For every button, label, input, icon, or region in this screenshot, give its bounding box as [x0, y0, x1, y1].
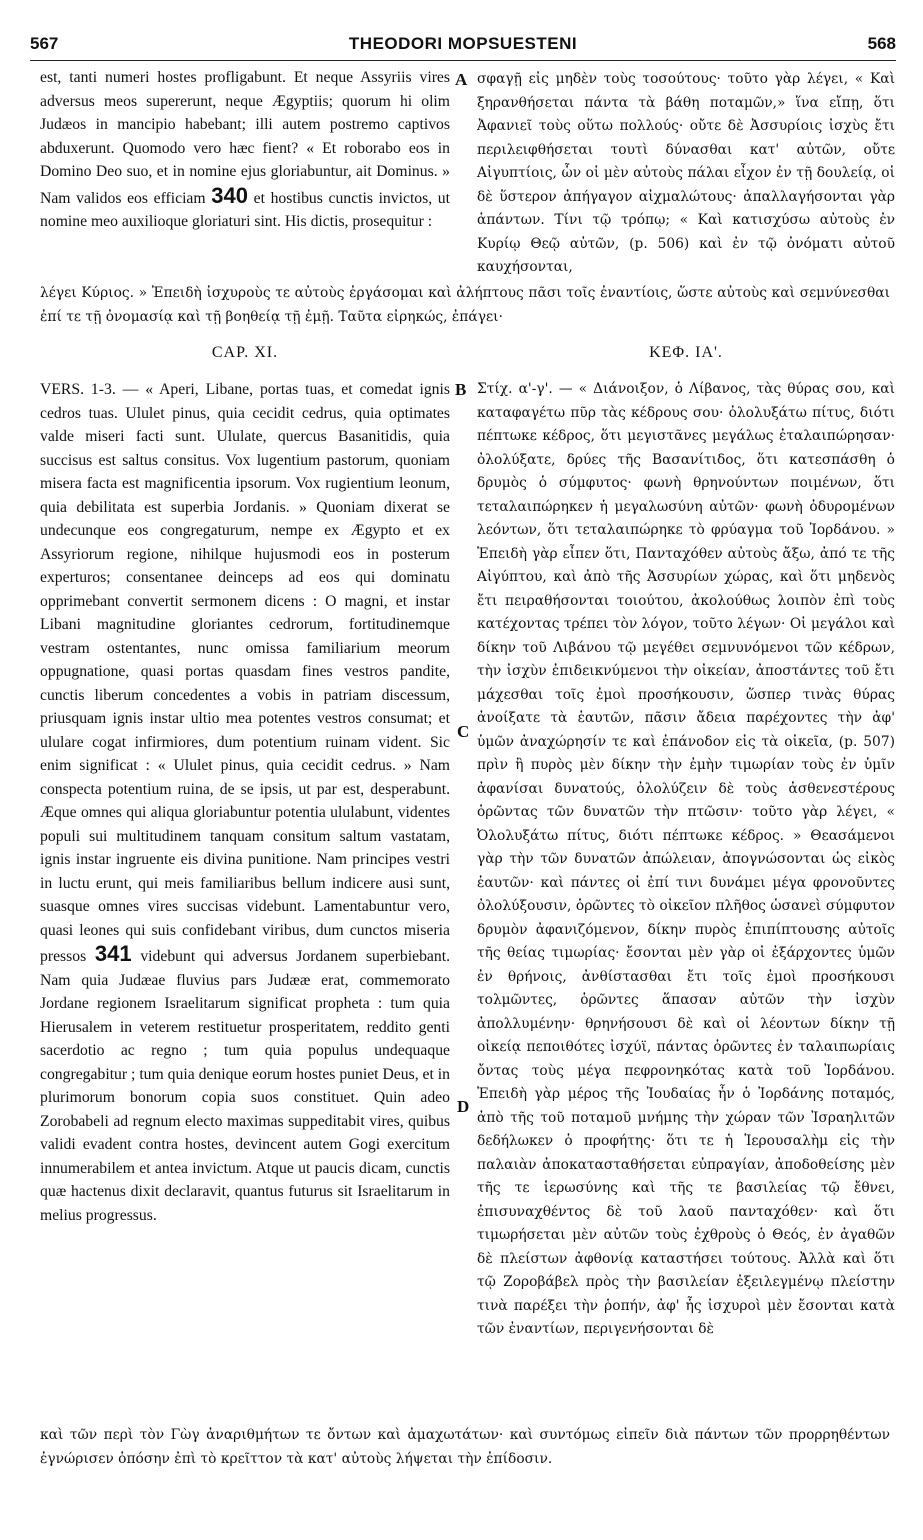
latin-paragraph-top — [40, 66, 450, 234]
chapter-heading-latin: CAP. XI. — [211, 344, 279, 361]
greek-paragraph-top: σφαγῇ εἰς μηδὲν τοὺς τοσούτους· τοῦτο γὰρ λέγει, « Καὶ ξηρανθήσεται πάντα τὰ βάθη ποταμῶν,» ἵνα εἴπῃ, ὅτι Ἀφανιεῖ τοὺς οὕτω πολλούς· οὔτε δὲ Ἀσσυρίοις ἰσχὺς ἔτι περιλειφθήσεται τουτὶ δύνασθαι κατ' αὐτῶν, οὔτε Αἰγυπτίοις, ὧν οἱ μὲν αὐτοὺς πάλαι εἶχον ἐν τῇ δουλείᾳ, οἱ δὲ ὕστερον ἀπήγαγον αἰχμαλώτους· ἀπαλλαγήσονται γὰρ ἁπάντων. Τίνι τῷ τρόπῳ; « Καὶ κατισχύσω αὐτοὺς ἐν Κυρίῳ Θεῷ αὐτῶν, (p. 506) καὶ ἐν τῷ ὀνόματι αὐτοῦ καυχήσονται, — [477, 71, 895, 275]
greek-fullwidth-top — [40, 282, 890, 329]
greek-fullwidth-bottom — [40, 1424, 890, 1471]
page-marker-341: 341 — [94, 941, 132, 966]
greek-fullwidth-paragraph-top: λέγει Κύριος. » Ἐπειδὴ ἰσχυροὺς τε αὐτοὺς ἐργάσομαι καὶ ἀλήπτους πᾶσι τοῖς ἐναντίοις, ὥστε αὐτοὺς καὶ σεμνύνεσθαι ἐπί τε τῇ ὀνομασίᾳ καὶ τῇ βοηθείᾳ τῇ ἐμῇ. Ταῦτα εἰρηκώς, ἐπάγει· — [40, 285, 890, 325]
running-header — [30, 34, 896, 61]
latin-column-top — [40, 66, 450, 234]
latin-column-bottom — [40, 378, 450, 1227]
left-page-number: 567 — [30, 34, 59, 53]
chapter-heading-greek: ΚΕΦ. ΙΑ'. — [649, 344, 723, 361]
right-page-number: 568 — [867, 34, 896, 53]
latin-paragraph-bottom — [40, 378, 450, 1227]
page-marker-340: 340 — [211, 182, 248, 208]
running-title: THEODORI MOPSUESTENI — [348, 34, 578, 53]
greek-column-bottom — [477, 378, 895, 1342]
margin-letter-a: A — [455, 70, 468, 89]
greek-column-top — [477, 68, 895, 280]
margin-letter-c: C — [457, 722, 470, 741]
latin-text-bottom-a: VERS. 1-3. — « Aperi, Libane, portas tuas, et comedat ignis cedros tuas. Ululet pinus, quia cecidit cedrus, quia optimates valde miseri facti sunt. Ululate, quercus Basanitidis, quia succisus est saltus consitus. Vox lugentium pastorum, quoniam misera facta est magnificentia ipsorum. Vox rugientium leonum, quia debilitata est superbia Jordanis. » Quoniam dixerat se undecunque eos congregaturum, nempe ex Ægypto et ex Assyriorum regione, nihilque hujusmodi eos in posterum experturos; consentanee deinceps ad eos qui dominatu opprimebant convertit sermonem dicens : O magni, et instar Libani magnitudine gloriantes cedrorum, fortitudinemque vestram ostentantes, nunc omissa familiarium meorum oppugnatione, quasi portas quasdam fines vestros pandite, cunctis liberum concedentes a vobis in patriam discessum, priusquam ignis instar ultio mea potentes vestros consumat; et ululare cogat infirmiores, dum potentium ruinam vident. Sic enim significat : « Ululet pinus, quia cecidit cedrus. » Nam conspecta potentium ruina, de se ipsis, ut par est, desperabunt. Æque omnes qui aliqua gloriabuntur potentia ululabunt, videntes populi sui multitudinem tanquam consitum saltum vastatam, ignis instar ingruente eis divina punitione. Nam principes vestri in luctu erunt, qui meis familiaribus bellum indicere ausi sunt, suasque omnes vires succisas videbunt. Lamentabuntur vero, quasi leones qui suis confidebant viribus, dum cunctos miseria pressos — [40, 381, 450, 965]
latin-text-bottom-b: videbunt qui adversus Jordanem superbiebant. Nam quia Judæae fluvius pars Judææ erat, commemorato Jordane regionem Israelitarum significat propheta : tum quia Hierusalem in veterem restituetur prosperitatem, reddito genti sacerdotio ac regno ; tum quia populus undequaque congregabitur ; tum quia denique eorum hostes puniet Deus, et in plurimorum bonorum copia suos constituet. Quin adeo Zorobabeli ad regnum electo maximas suppeditabit vires, quibus validi evadent contra hostes, devincent autem Gogi exercitum innumerabilem et antea invictum. Atque ut paucis dicam, cunctis quæ hactenus dixit declaravit, quantus futurus sit Israelitarum in melius progressus. — [40, 948, 451, 1224]
latin-text-top-a: est, tanti numeri hostes profligabunt. Et neque Assyriis vires adversus meos supererunt, neque Ægyptiis; quorum hi olim Judæos in mancipio habebant; illi autem postremo captivos abduxerunt. Quomodo vero hæc fient? « Et roborabo eos in Domino Deo suo, et in nomine ejus gloriabuntur, ait Dominus. » Nam validos eos efficiam — [40, 69, 450, 207]
greek-fullwidth-paragraph-bottom: καὶ τῶν περὶ τὸν Γὼγ ἀναριθμήτων τε ὄντων καὶ ἀμαχωτάτων· καὶ συντόμως εἰπεῖν διὰ πάντων τῶν προρρηθέντων ἐγνώρισεν ὁπόσην ἐπὶ τὸ κρεῖττον τὰ κατ' αὐτοὺς λήψεται τὴν ἐπίδοσιν. — [40, 1427, 890, 1467]
margin-letter-b: B — [455, 380, 467, 399]
greek-paragraph-bottom: Στίχ. α'-γ'. — « Διάνοιξον, ὁ Λίβανος, τὰς θύρας σου, καὶ καταφαγέτω πῦρ τὰς κέδρους σου· ὀλολυξάτω πίτυς, διότι πέπτωκε κέδρος, ὅτι μεγιστᾶνες μεγάλως ἐταλαιπώρησαν· ὀλολύξατε, δρύες τῆς Βασανίτιδος, ὅτι κατεσπάσθη ὁ δρυμὸς ὁ σύμφυτος· φωνὴ θρηνούντων ποιμένων, ὅτι τεταλαιπώρηκεν ἡ μεγαλωσύνη αὐτῶν· φωνὴ ὀδυρομένων λεόντων, ὅτι τεταλαιπώρηκε τὸ φρύαγμα τοῦ Ἰορδάνου. » Ἐπειδὴ γὰρ εἶπεν ὅτι, Πανταχόθεν αὐτοὺς ἄξω, ἀπό τε τῆς Αἰγύπτου, καὶ ἀπὸ τῆς Ἀσσυρίων χώρας, καὶ ὅτι μηδενὸς ἔτι πειραθήσονται τοιούτου, ἀκολούθως λοιπὸν ἐπὶ τοὺς κατέχοντας τρέπει τὸν λόγον, τοῦτο λέγων· Οἱ μεγάλοι καὶ δίκην τοῦ Λιβάνου τῷ μεγέθει σεμνυνόμενοι τῶν κέδρων, τὴν ἰσχὺν ἐπιδεικνύμενοι τὴν οἰκείαν, ἀποστάντες τοῦ ἔτι μάχεσθαι τοῖς ἐμοὶ προσήκουσιν, ὥσπερ τινὰς θύρας ἀνοίξατε τὰ ἑαυτῶν, πᾶσιν ἄδεια παρέχοντες τὴν ἀφ' ὑμῶν ἀναχώρησίν τε καὶ ἐπάνοδον εἰς τὰ οἰκεῖα, (p. 507) πρὶν ἢ πυρὸς μὲν δίκην τὴν ἐμὴν τιμωρίαν τοὺς ἐν ὑμῖν ἀφανίσαι δυνατούς, ὀλολύζειν δὲ τοὺς ἀσθενεστέρους ὁρῶντας τῶν δυνατῶν τὴν πτῶσιν· τοῦτο γὰρ λέγει, « Ὀλολυξάτω πίτυς, διότι πέπτωκε κέδρος. » Θεασάμενοι γὰρ τὴν τῶν δυνατῶν ἀπώλειαν, ἀπογνώσονται ὡς εἰκὸς ἑαυτῶν· καὶ πάντες οἱ ἐπί τινι δυνάμει μέγα φρονοῦντες ὀλολύξουσιν, ὁρῶντες τὸ οἰκεῖον πλῆθος ὡσανεὶ σύμφυτον δρυμὸν ἀφανιζόμενον, δίκην πυρὸς ἐπιπίπτουσης αὐτοῖς τῆς θείας τιμωρίας· ἔσονται μὲν γὰρ οἱ ἐξάρχοντες ὑμῶν ἐν θρήνοις, ἀνθίστασθαι ἔτι τοῖς ἐμοὶ προσήκουσι τολμῶντες, ὁρῶντες ἅπασαν αὐτῶν τὴν ἰσχὺν ἀπολλυμένην· θρηνήσουσι δὲ καὶ οἱ λέοντων δίκην τῇ οἰκείᾳ πεποιθότες ἰσχύϊ, πάντας ὁρῶντες ἐν ταλαιπωρίαις ὄντας τοὺς μέγα πεφρονηκότας κατὰ τοῦ Ἰορδάνου. Ἐπειδὴ γὰρ μέρος τῆς Ἰουδαίας ἦν ὁ Ἰορδάνης ποταμός, ἀπὸ τῆς τοῦ ποταμοῦ μνήμης τὴν χώραν τῶν Ἰσραηλιτῶν δεδήλωκεν ὁ προφήτης· ὅτι τε ἡ Ἱερουσαλὴμ εἰς τὴν παλαιὰν ἀποκατασταθήσεται εὐπραγίαν, ἀποδοθείσης μὲν τῆς τε ἱερωσύνης καὶ τῆς τε βασιλείας τῷ ἔθνει, ἐπισυναχθέντος δὲ τοῦ λαοῦ πανταχόθεν· καὶ ὅτι τιμωρήσεται μὲν αὐτῶν τοὺς ἐχθροὺς ὁ Θεός, ἐν ἀγαθῶν δὲ πλείστων ἀφθονίᾳ καταστήσει τούτους. Ἀλλὰ καὶ ὅτι τῷ Ζοροβάβελ πρὸς τὴν βασιλείαν ἐξειλεγμένῳ πλείστην τινὰ παρέξει τὴν ῥοπήν, ἀφ' ἧς ἰσχυροὶ μὲν ἔσονται κατὰ τῶν ἐναντίων, περιγενήσονται δὲ — [477, 381, 895, 1337]
margin-letter-d: D — [457, 1097, 470, 1116]
latin-text-top-b: et hostibus cunctis invictos, ut nomine meo auxilioque gloriaturi sint. His dictis, prosequitur : — [40, 189, 451, 230]
